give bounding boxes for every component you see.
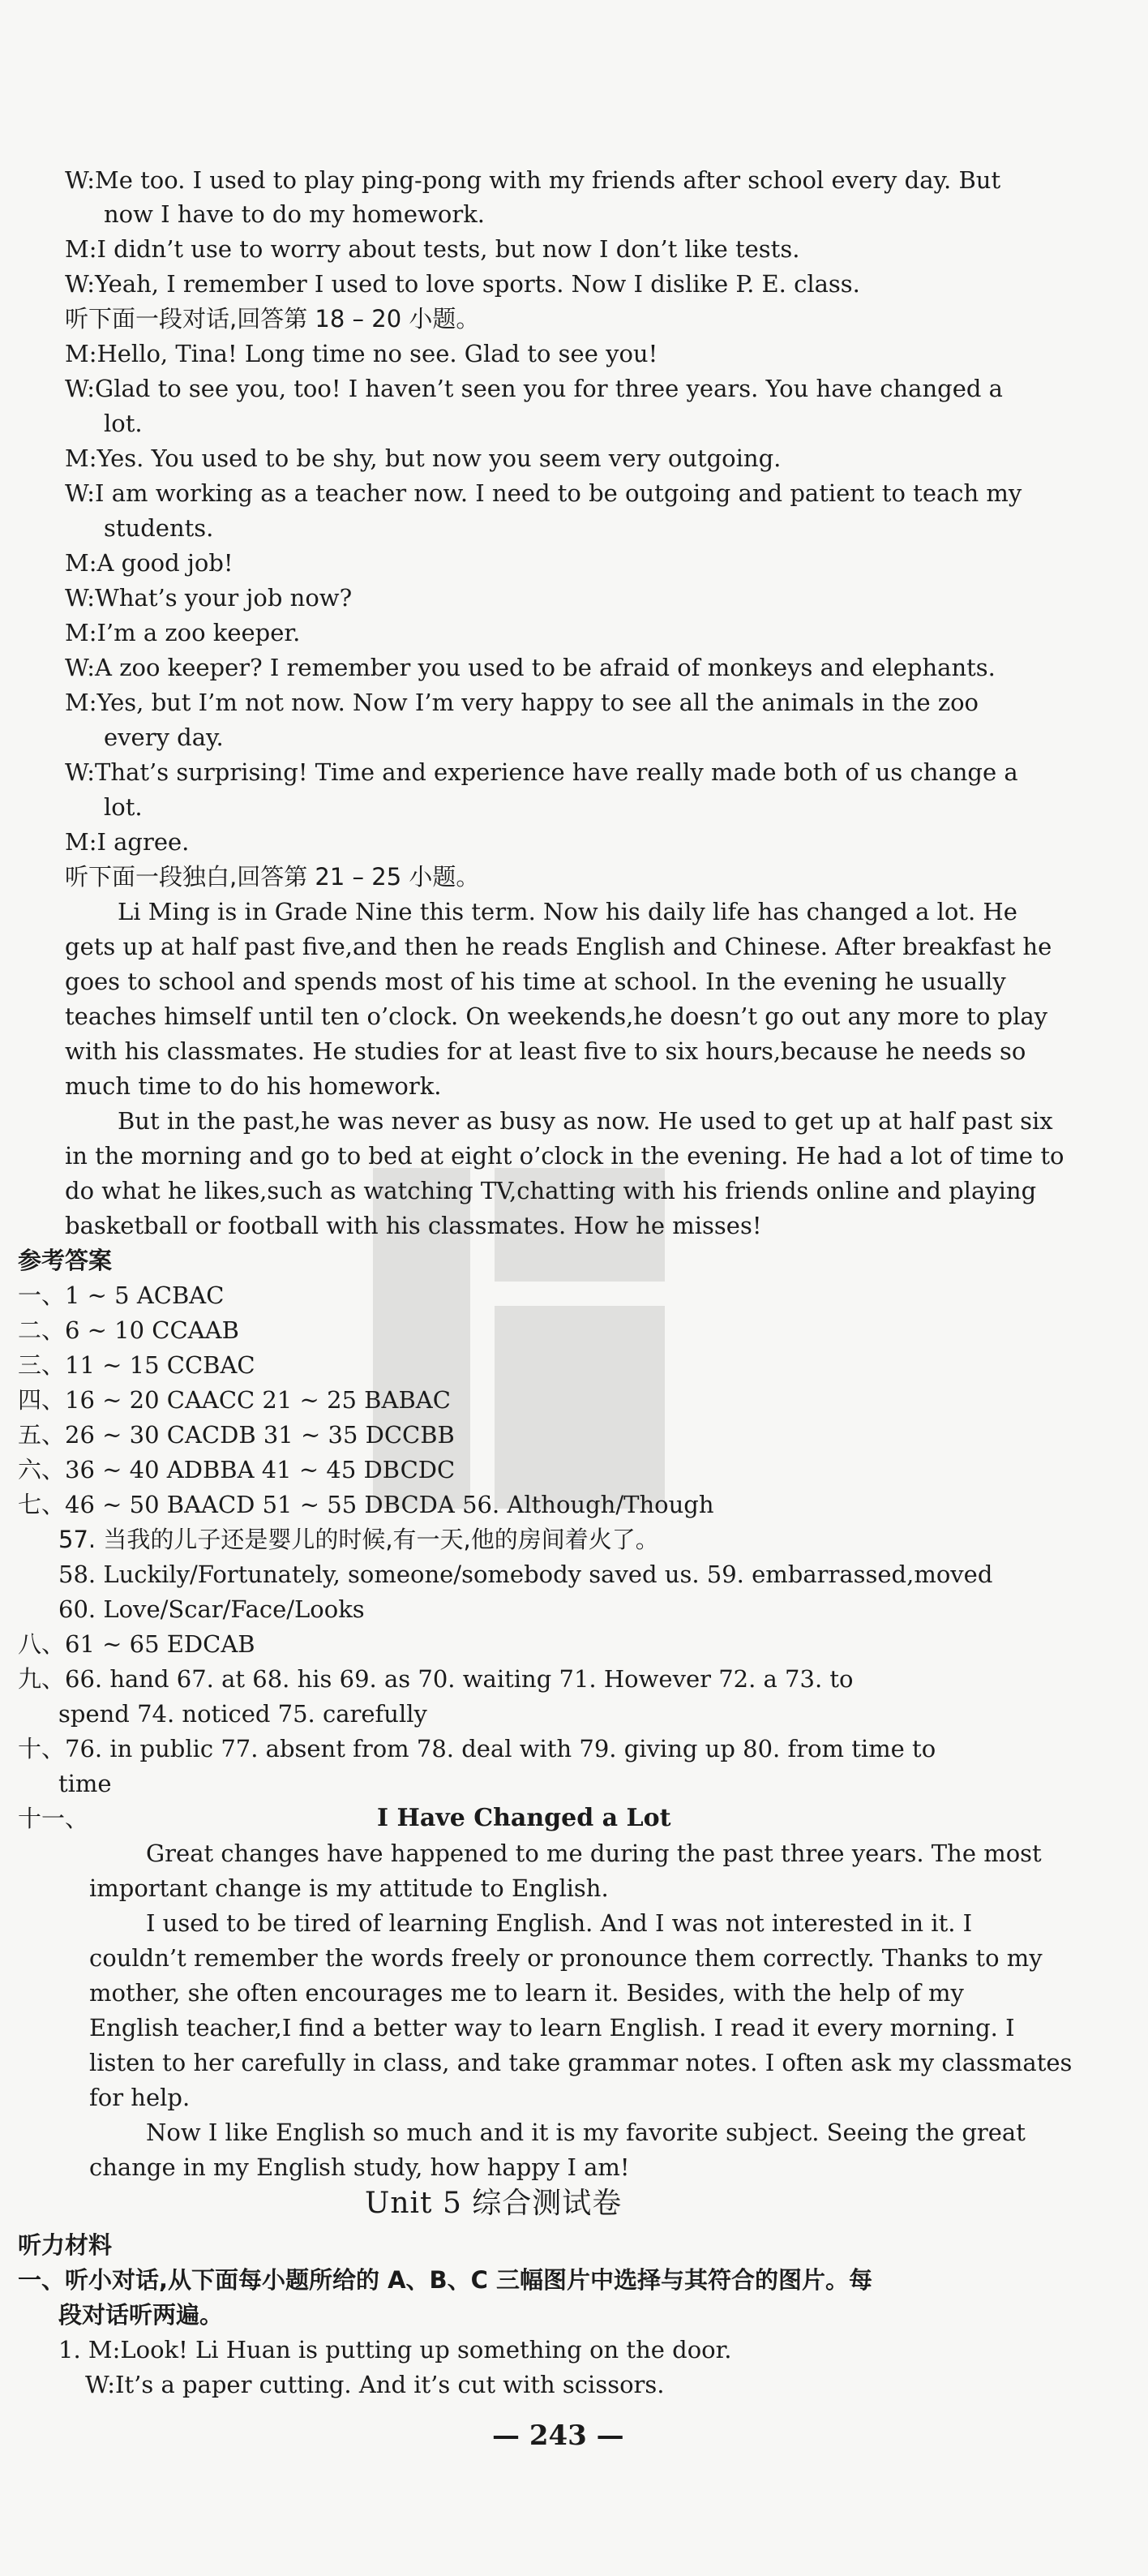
dialogue-line: M:I agree. <box>65 828 190 856</box>
dialogue-line: lot. <box>104 410 143 437</box>
answer-line: 十、76. in public 77. absent from 78. deal with 79. giving up 80. from time to <box>18 1735 936 1762</box>
unit-title: Unit 5 综合测试卷 <box>365 2187 623 2220</box>
dialogue-line: W:That’s surprising! Time and experience have really made both of us change a <box>65 758 1018 786</box>
monologue-line: Li Ming is in Grade Nine this term. Now his daily life has changed a lot. He <box>118 898 1017 925</box>
monologue-line: much time to do his homework. <box>65 1072 442 1100</box>
answer-line: 五、26 ~ 30 CACDB 31 ~ 35 DCCBB <box>18 1421 455 1449</box>
answer-line: 九、66. hand 67. at 68. his 69. as 70. waiting 71. However 72. a 73. to <box>18 1665 854 1693</box>
answer-line: 七、46 ~ 50 BAACD 51 ~ 55 DBCDA 56. Although/Though <box>18 1491 714 1518</box>
answer-line: 四、16 ~ 20 CAACC 21 ~ 25 BABAC <box>18 1386 451 1414</box>
section-instruction: 段对话听两遍。 <box>58 2301 224 2329</box>
answer-line: 58. Luckily/Fortunately, someone/somebody saved us. 59. embarrassed,moved <box>58 1561 993 1588</box>
dialogue-line: now I have to do my homework. <box>104 200 485 228</box>
essay-line: listen to her carefully in class, and take grammar notes. I often ask my classmates <box>89 2049 1073 2076</box>
dialogue-line: M:A good job! <box>65 549 233 577</box>
dialogue-line: W:I am working as a teacher now. I need to be outgoing and patient to teach my <box>65 479 1022 507</box>
answer-line: spend 74. noticed 75. carefully <box>58 1700 427 1728</box>
essay-line: for help. <box>89 2084 191 2111</box>
dialogue-line: M:I’m a zoo keeper. <box>65 619 301 646</box>
answer-line: 二、6 ~ 10 CCAAB <box>18 1316 239 1344</box>
answer-line: 60. Love/Scar/Face/Looks <box>58 1595 365 1623</box>
monologue-line: But in the past,he was never as busy as now. He used to get up at half past six <box>118 1107 1053 1135</box>
answer-line: time <box>58 1770 112 1797</box>
dialogue-line: students. <box>104 514 214 542</box>
essay-line: Now I like English so much and it is my favorite subject. Seeing the great <box>146 2119 1026 2146</box>
essay-line: I used to be tired of learning English. And I was not interested in it. I <box>146 1909 973 1937</box>
section-instruction: 一、听小对话,从下面每小题所给的 A、B、C 三幅图片中选择与其符合的图片。每 <box>18 2266 873 2294</box>
dialogue-line: M:Yes. You used to be shy, but now you seem very outgoing. <box>65 444 782 472</box>
monologue-line: basketball or football with his classmates. How he misses! <box>65 1212 762 1239</box>
section-instruction: 听下面一段独白,回答第 21 – 25 小题。 <box>65 863 480 891</box>
essay-line: change in my English study, how happy I am! <box>89 2153 630 2181</box>
answer-line: 三、11 ~ 15 CCBAC <box>18 1351 255 1379</box>
dialogue-line: M:Yes, but I’m not now. Now I’m very happy to see all the animals in the zoo <box>65 689 979 716</box>
monologue-line: with his classmates. He studies for at least five to six hours,because he needs so <box>65 1037 1026 1065</box>
section-heading: 听力材料 <box>18 2231 113 2259</box>
dialogue-line: W:What’s your job now? <box>65 584 353 612</box>
dialogue-line: 1. M:Look! Li Huan is putting up something on the door. <box>58 2336 732 2363</box>
monologue-line: gets up at half past five,and then he reads English and Chinese. After breakfast he <box>65 933 1052 960</box>
essay-title: I Have Changed a Lot <box>377 1804 671 1832</box>
dialogue-line: W:Glad to see you, too! I haven’t seen you for three years. You have changed a <box>65 375 1003 402</box>
essay-line: couldn’t remember the words freely or pronounce them correctly. Thanks to my <box>89 1944 1043 1972</box>
dialogue-line: W:Me too. I used to play ping-pong with my friends after school every day. But <box>65 166 1001 194</box>
dialogue-line: W:A zoo keeper? I remember you used to be afraid of monkeys and elephants. <box>65 654 996 681</box>
section-instruction: 听下面一段对话,回答第 18 – 20 小题。 <box>65 305 480 333</box>
answer-line: 六、36 ~ 40 ADBBA 41 ~ 45 DBCDC <box>18 1456 456 1483</box>
essay-label: 十一、 <box>18 1805 89 1832</box>
dialogue-line: W:Yeah, I remember I used to love sports. Now I dislike P. E. class. <box>65 270 860 298</box>
dialogue-line: M:I didn’t use to worry about tests, but now I don’t like tests. <box>65 235 800 263</box>
essay-line: English teacher,I find a better way to learn English. I read it every morning. I <box>89 2014 1015 2041</box>
dialogue-line: lot. <box>104 793 143 821</box>
monologue-line: goes to school and spends most of his time at school. In the evening he usually <box>65 968 1006 995</box>
essay-line: important change is my attitude to English. <box>89 1874 609 1902</box>
dialogue-line: W:It’s a paper cutting. And it’s cut with scissors. <box>85 2371 665 2398</box>
essay-line: Great changes have happened to me during the past three years. The most <box>146 1840 1042 1867</box>
page-number: — 243 — <box>492 2419 624 2452</box>
dialogue-line: every day. <box>104 723 224 751</box>
answer-line: 八、61 ~ 65 EDCAB <box>18 1630 255 1658</box>
dialogue-line: M:Hello, Tina! Long time no see. Glad to see you! <box>65 340 658 367</box>
monologue-line: teaches himself until ten o’clock. On weekends,he doesn’t go out any more to play <box>65 1002 1048 1030</box>
answers-heading: 参考答案 <box>18 1247 113 1274</box>
answer-line: 57. 当我的儿子还是婴儿的时候,有一天,他的房间着火了。 <box>58 1526 659 1553</box>
answer-line: 一、1 ~ 5 ACBAC <box>18 1282 225 1309</box>
monologue-line: in the morning and go to bed at eight o’clock in the evening. He had a lot of time to <box>65 1142 1064 1170</box>
essay-line: mother, she often encourages me to learn it. Besides, with the help of my <box>89 1979 964 2007</box>
monologue-line: do what he likes,such as watching TV,chatting with his friends online and playing <box>65 1177 1037 1204</box>
